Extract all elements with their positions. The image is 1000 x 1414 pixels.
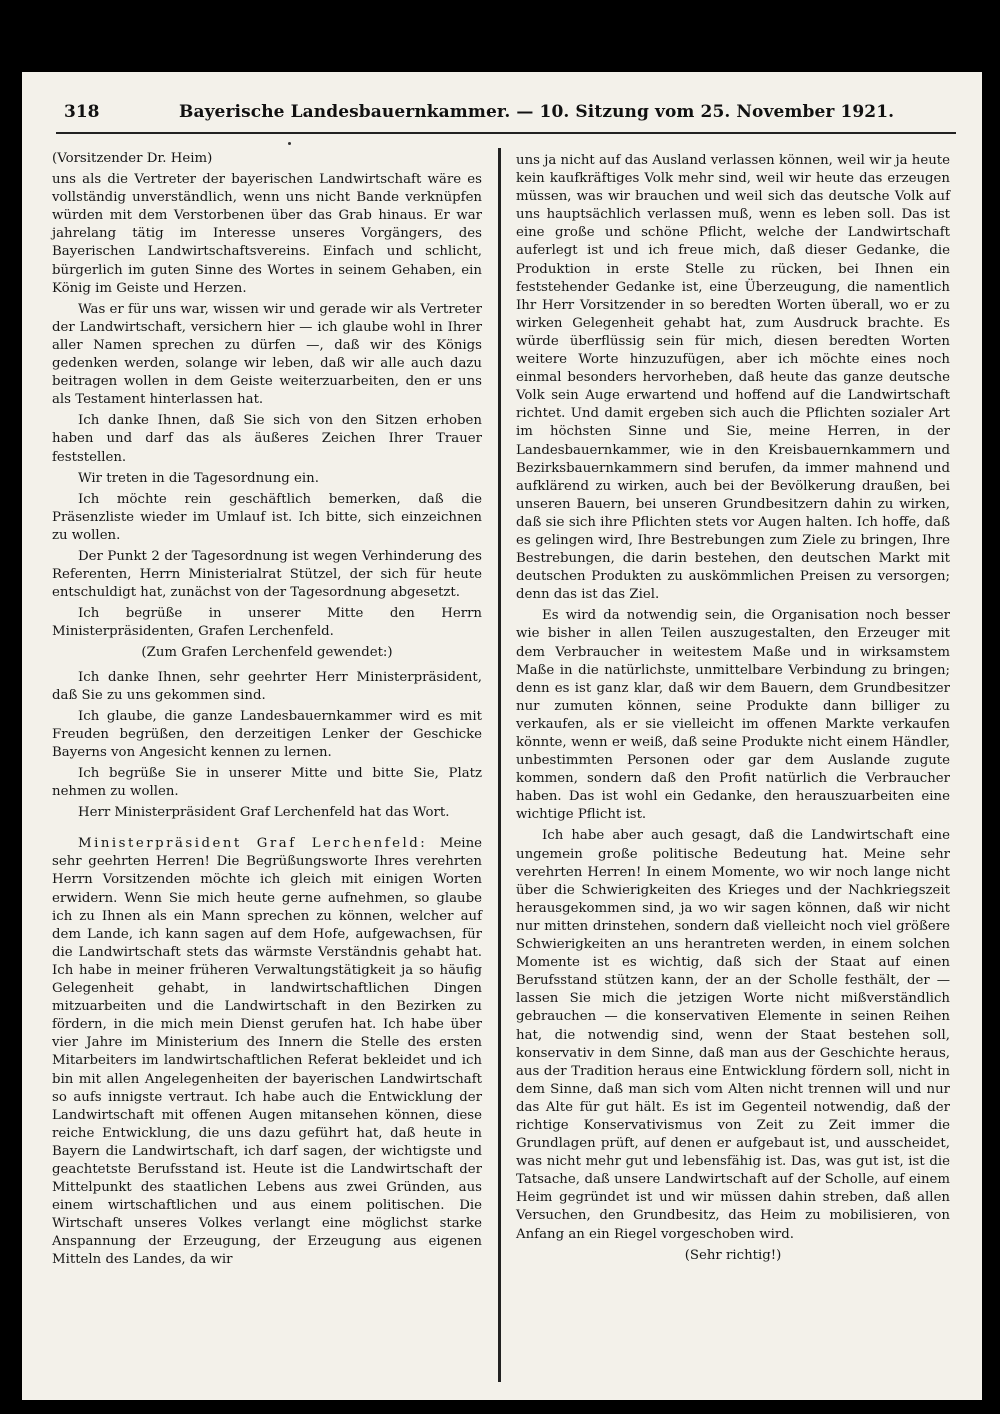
paragraph: Ich begrüße in unserer Mitte den Herrn Ministerpräsidenten, Grafen Lerchenfeld. [52, 606, 482, 640]
paragraph: Ich habe aber auch gesagt, daß die Landwirtschaft eine ungemein große politische Bedeutung hat. Meine sehr verehrten Herren! In einem Momente, wo wir noch lange nicht über die Schwierigkeiten des Krieges und der Nachkriegszeit herausgekommen sind, ja wo wir sagen können, daß wir nicht nur mitten drinstehen, sondern daß vielleicht noch viel größere Schwierigkeiten an uns herantreten werden, in einem solchen Momente ist es wichtig, daß sich der Staat auf einen Berufsstand stützen kann, der an der Scholle festhält, der — lassen Sie mich die jetzigen Worte nicht mißverständlich gebrauchen — die konservativen Elemente in seinen Reihen hat, die notwendig sind, wenn der Staat bestehen soll, konservativ in dem Sinne, daß man aus der Geschichte heraus, aus der Tradition heraus eine Entwicklung fördern soll, nicht in dem Sinne, daß man sich vom Alten nicht trennen will und nur das Alte für gut hält. Es ist im Gegenteil notwendig, daß der richtige Konservativismus von Zeit zu Zeit immer die Grundlagen prüft, auf denen er aufgebaut ist, und ausscheidet, was nicht mehr gut und lebensfähig ist. Das, was gut ist, ist die Tatsache, daß unsere Landwirtschaft auf der Scholle, auf einem Heim gegründet ist und wir müssen dahin streben, daß allen Versuchen, den Grundbesitz, das Heim zu mobilisieren, von Anfang an ein Riegel vorgeschoben wird. [516, 828, 950, 1242]
speech-text: Meine sehr geehrten Herren! Die Begrüßungsworte Ihres verehrten Herrn Vorsitzenden möchte ich gleich mit einigen Worten erwidern. Wenn Sie mich heute gerne aufnehmen, so glaube ich zu Ihnen als ein Mann sprechen zu können, welcher auf dem Lande, ich kann sagen auf dem Hofe, aufgewachsen, für die Landwirtschaft stets das wärmste Verständnis gehabt hat. Ich habe in meiner früheren Verwaltungstätigkeit ja so häufig Gelegenheit gehabt, in landwirtschaftlichen Dingen mitzuarbeiten und die Landwirtschaft in den Bezirken zu fördern, in die mich mein Dienst gerufen hat. Ich habe über vier Jahre im Ministerium des Innern die Stelle des ersten Mitarbeiters im landwirtschaftlichen Referat bekleidet und ich bin mit allen Angelegenheiten der bayerischen Landwirtschaft so aufs innigste vertraut. Ich habe auch die Entwicklung der Landwirtschaft mit offenen Augen mitansehen können, diese reiche Entwicklung, die uns dazu geführt hat, daß heute in Bayern die Landwirtschaft, ich darf sagen, der wichtigste und geachtetste Berufsstand ist. Heute ist die Landwirtschaft der Mittelpunkt des staatlichen Lebens aus zwei Gründen, aus einem wirtschaftlichen und aus einem politischen. Die Wirtschaft unseres Volkes verlangt eine möglichst starke Anspannung der Erzeugung, der Erzeugung aus eigenen Mitteln des Landes, da wir [52, 836, 482, 1268]
running-title: Bayerische Landesbauernkammer. — 10. Sitzung vom 25. November 1921. [179, 102, 895, 122]
applause-note: (Sehr richtig!) [684, 1247, 782, 1263]
paragraph: Der Punkt 2 der Tagesordnung ist wegen Verhinderung des Referenten, Herrn Ministerialrat Stützel, der sich für heute entschuldigt hat, zunächst von der Tagesordnung abgesetzt. [52, 548, 482, 601]
page-header [64, 102, 944, 132]
left-column [52, 150, 482, 1273]
speech-speaker: Ministerpräsident Graf Lerchenfeld: [78, 836, 428, 852]
paragraph: Ich möchte rein geschäftlich bemerken, daß die Präsenzliste wieder im Umlauf ist. Ich bitte, sich einzeichnen zu wollen. [52, 491, 482, 543]
paragraph: Ich glaube, die ganze Landesbauernkammer wird es mit Freuden begrüßen, den derzeitigen Lenker der Geschicke Bayerns von Angesicht kennen zu lernen. [52, 708, 482, 760]
column-divider [498, 148, 501, 1382]
ink-dot [288, 142, 291, 145]
paragraph: Es wird da notwendig sein, die Organisation noch besser wie bisher in allen Teilen auszugestalten, den Erzeuger mit dem Verbraucher in weitestem Maße und in wirksamstem Maße in die natürlichste, unmittelbare Verbindung zu bringen; denn es ist ganz klar, daß wir dem Bauern, dem Grundbesitzer nur zumuten können, seine Produkte dann billiger zu verkaufen, als er sie vielleicht im offenen Markte verkaufen könnte, wenn er weiß, daß seine Produkte nicht einem Händler, unbestimmten Personen oder gar dem Auslande zugute kommen, sondern daß den Profit natürlich die Verbraucher haben. Das ist wohl ein Gedanke, den herauszuarbeiten eine wichtige Pflicht ist. [516, 608, 950, 823]
speaker-heading: (Vorsitzender Dr. Heim) [52, 151, 213, 166]
paragraph: uns als die Vertreter der bayerischen Landwirtschaft wäre es vollständig unverständlich, wenn uns nicht Bande verknüpfen würden mit dem Verstorbenen über das Grab hinaus. Er war jahrelang tätig im Interesse unseres Vorgängers, des Bayerischen Landwirtschaftsvereins. Einfach und schlicht, bürgerlich im guten Sinne des Wortes in seinem Gehaben, ein König im Geiste und Herzen. [52, 172, 482, 296]
paragraph: Wir treten in die Tagesordnung ein. [78, 470, 319, 486]
paragraph: Was er für uns war, wissen wir und gerade wir als Vertreter der Landwirtschaft, versichern hier — ich glaube wohl in Ihrer aller Namen sprechen zu dürfen —, daß wir des Königs gedenken werden, solange wir leben, daß wir alle auch dazu beitragen wollen in dem Geiste weiterzuarbeiten, den er uns als Testament hinterlassen hat. [52, 301, 482, 408]
paragraph: uns ja nicht auf das Ausland verlassen können, weil wir ja heute kein kaufkräftiges Volk mehr sind, weil wir heute das erzeugen müssen, was wir brauchen und weil sich das deutsche Volk auf uns hauptsächlich verlassen muß, wenn es leben soll. Das ist eine große und schöne Pflicht, welche der Landwirtschaft auferlegt ist und ich freue mich, daß dieser Gedanke, die Produktion in erste Stelle zu rücken, bei Ihnen ein feststehender Gedanke ist, eine Überzeugung, die namentlich Ihr Herr Vorsitzender in so beredten Worten überall, wo er zu wirken Gelegenheit gehabt hat, zum Ausdruck brachte. Es würde überflüssig sein für mich, diesen beredten Worten weitere Worte hinzuzufügen, aber ich möchte eines noch einmal besonders hervorheben, daß heute das ganze deutsche Volk sein Auge erwartend und hoffend auf die Landwirtschaft richtet. Und damit ergeben sich auch die Pflichten sozialer Art im höchsten Sinne und Sie, meine Herren, in der Landesbauernkammer, wie in den Kreisbauernkammern und Bezirksbauernkammern sind berufen, da immer mahnend und aufklärend zu wirken, auch bei der Bevölkerung draußen, bei unseren Bauern, bei unseren Grundbesitzern dahin zu wirken, daß sie sich ihre Pflichten stets vor Augen halten. Ich hoffe, daß es gelingen wird, Ihre Bestrebungen zum Ziele zu bringen, Ihre Bestrebungen, die darin bestehen, den deutschen Markt mit deutschen Produkten zu auskömmlichen Preisen zu versorgen; denn das ist das Ziel. [516, 153, 950, 603]
speech-paragraph [52, 835, 482, 1269]
header-rule [56, 132, 956, 134]
paragraph: Ich begrüße Sie in unserer Mitte und bitte Sie, Platz nehmen zu wollen. [52, 766, 482, 800]
paragraph: Herr Ministerpräsident Graf Lerchenfeld hat das Wort. [78, 805, 450, 821]
paragraph: Ich danke Ihnen, sehr geehrter Herr Ministerpräsident, daß Sie zu uns gekommen sind. [52, 669, 482, 703]
page-number: 318 [64, 102, 100, 122]
stage-direction: (Zum Grafen Lerchenfeld gewendet:) [141, 645, 393, 661]
right-column [516, 152, 950, 1271]
document-page [22, 72, 982, 1400]
paragraph: Ich danke Ihnen, daß Sie sich von den Sitzen erhoben haben und darf das als äußeres Zeichen Ihrer Trauer feststellen. [52, 413, 482, 465]
